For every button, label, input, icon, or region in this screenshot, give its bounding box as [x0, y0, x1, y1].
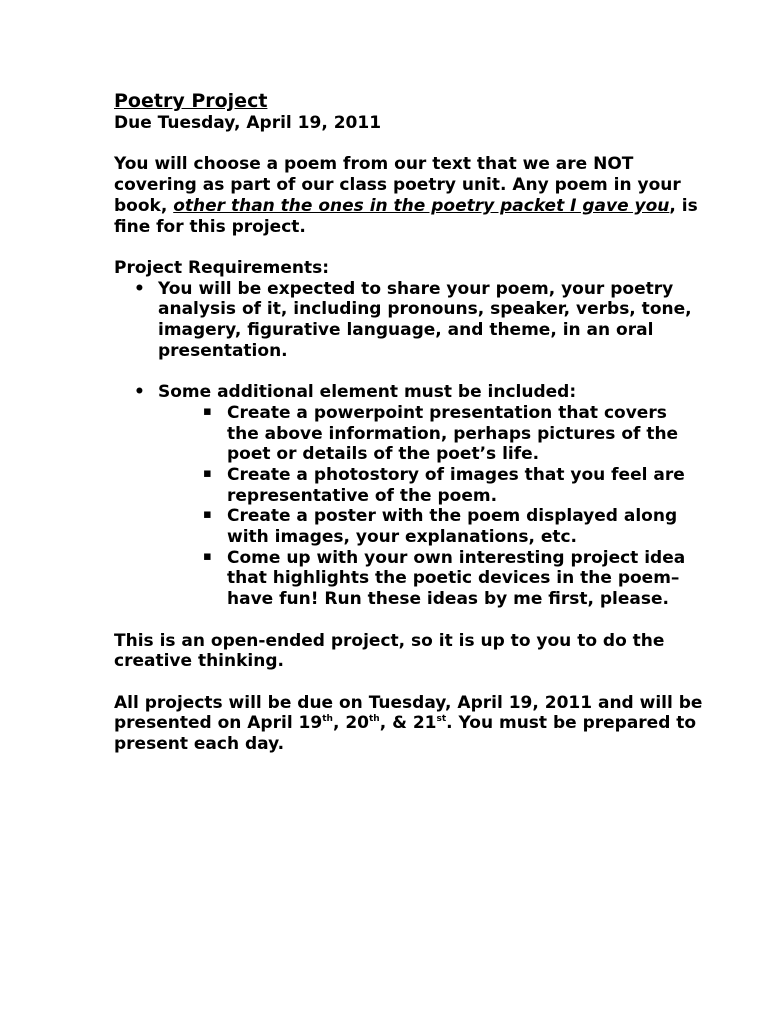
- document-page: [114, 89, 704, 755]
- intro-text-end: , is fine for this project.: [114, 195, 698, 237]
- closing-text-3: , & 21: [379, 713, 437, 734]
- ordinal-suffix-21: st: [436, 714, 447, 725]
- closing-text-2: , 20: [332, 713, 369, 734]
- ordinal-suffix-19: th: [322, 714, 333, 725]
- due-date-line: Due Tuesday, April 19, 2011: [114, 113, 382, 133]
- intro-paragraph: [114, 154, 704, 237]
- closing-text-1: All projects will be due on Tuesday, April 19, 2011 and will be presented on April 19: [114, 692, 703, 734]
- requirements-list-additional: [114, 382, 704, 403]
- requirements-heading: Project Requirements:: [114, 257, 330, 278]
- requirements-list: [114, 279, 704, 362]
- intro-text-start: You will choose a poem from our text that we are NOT covering as part of our class poetry unit. Any poem in your book,: [114, 154, 681, 216]
- option-item-powerpoint: ▪ Create a powerpoint presentation that covers the above information, perhaps pictures of the poet or details of the poet’s life.: [227, 403, 704, 465]
- option-item-own-idea: ▪ Come up with your own interesting project idea that highlights the poetic devices in the poem– have fun! Run these ideas by me first, please.: [227, 548, 704, 610]
- ordinal-suffix-20: th: [368, 714, 380, 725]
- page-title: Poetry Project: [114, 90, 268, 112]
- option-item-poster: ▪ Create a poster with the poem displayed along with images, your explanations, etc.: [227, 506, 704, 547]
- additional-options-list: [114, 403, 704, 610]
- requirement-item-presentation: • You will be expected to share your poem, your poetry analysis of it, including pronouns, speaker, verbs, tone, imagery, figurative language, and theme, in an oral presentation.: [158, 279, 704, 362]
- option-item-photostory: ▪ Create a photostory of images that you feel are representative of the poem.: [227, 465, 704, 506]
- open-ended-paragraph: This is an open-ended project, so it is up to you to do the creative thinking.: [114, 630, 665, 672]
- requirement-item-additional: • Some additional element must be included:: [158, 382, 704, 403]
- closing-paragraph: [114, 693, 704, 755]
- intro-emphasis: other than the ones in the poetry packet I gave you: [173, 195, 670, 216]
- closing-text-4: . You must be prepared to present each day.: [114, 713, 697, 755]
